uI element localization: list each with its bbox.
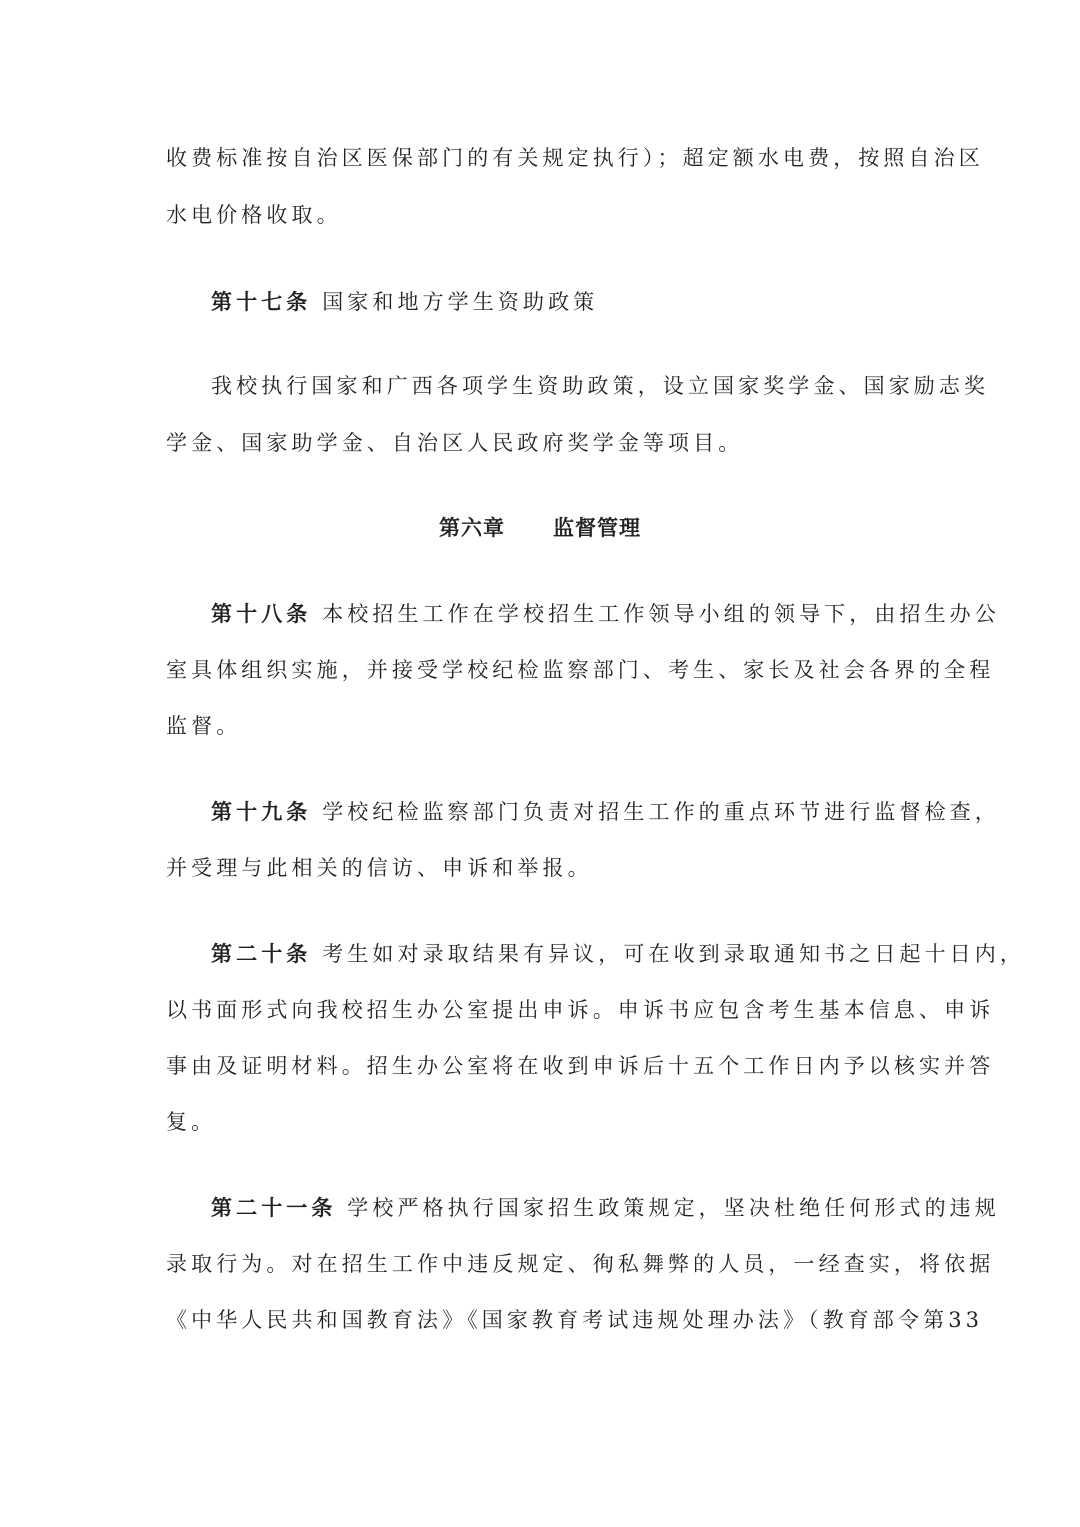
article-17-body-line-1: 我校执行国家和广西各项学生资助政策，设立国家奖学金、国家励志奖 bbox=[211, 374, 990, 398]
article-18-line-2: 室具体组织实施，并接受学校纪检监察部门、考生、家长及社会各界的全程 bbox=[166, 658, 995, 682]
article-17-body-line-2: 学金、国家助学金、自治区人民政府奖学金等项目。 bbox=[166, 431, 744, 455]
carry-over-line-1: 收费标准按自治区医保部门的有关规定执行）；超定额水电费，按照自治区 bbox=[166, 146, 984, 170]
article-18-line-3: 监督。 bbox=[166, 714, 242, 738]
article-21-line-2: 录取行为。对在招生工作中违反规定、徇私舞弊的人员，一经查实，将依据 bbox=[166, 1252, 995, 1276]
article-17-title: 国家和地方学生资助政策 bbox=[322, 290, 599, 314]
article-18-text-1: 本校招生工作在学校招生工作领导小组的领导下，由招生办公 bbox=[322, 602, 1000, 626]
article-20-line-2: 以书面形式向我校招生办公室提出申诉。申诉书应包含考生基本信息、申诉 bbox=[166, 998, 995, 1022]
article-18-label: 第十八条 bbox=[211, 602, 312, 626]
carry-over-line-2: 水电价格收取。 bbox=[166, 203, 342, 227]
article-20-label: 第二十条 bbox=[211, 942, 312, 966]
chapter-heading bbox=[0, 508, 1080, 548]
article-21-line-1 bbox=[211, 1188, 1000, 1228]
article-20-text-1: 考生如对录取结果有异议，可在收到录取通知书之日起十日内， bbox=[322, 942, 1025, 966]
article-20-line-1 bbox=[211, 934, 1025, 974]
article-20-line-4: 复。 bbox=[166, 1110, 217, 1134]
chapter-title: 监督管理 bbox=[553, 516, 641, 540]
chapter-number: 第六章 bbox=[439, 516, 505, 540]
article-17-heading bbox=[211, 282, 918, 322]
article-21-label: 第二十一条 bbox=[211, 1196, 337, 1220]
article-19-line-2: 并受理与此相关的信访、申诉和举报。 bbox=[166, 856, 593, 880]
article-20-line-3: 事由及证明材料。招生办公室将在收到申诉后十五个工作日内予以核实并答 bbox=[166, 1054, 995, 1078]
article-19-label: 第十九条 bbox=[211, 800, 312, 824]
article-17-label: 第十七条 bbox=[211, 290, 312, 314]
article-19-line-1 bbox=[211, 792, 1000, 832]
article-18-line-1 bbox=[211, 594, 1000, 634]
article-21-text-1: 学校严格执行国家招生政策规定，坚决杜绝任何形式的违规 bbox=[347, 1196, 1000, 1220]
article-21-line-3: 《中华人民共和国教育法》《国家教育考试违规处理办法》（教育部令第33 bbox=[166, 1308, 984, 1332]
article-19-text-1: 学校纪检监察部门负责对招生工作的重点环节进行监督检查， bbox=[322, 800, 1000, 824]
